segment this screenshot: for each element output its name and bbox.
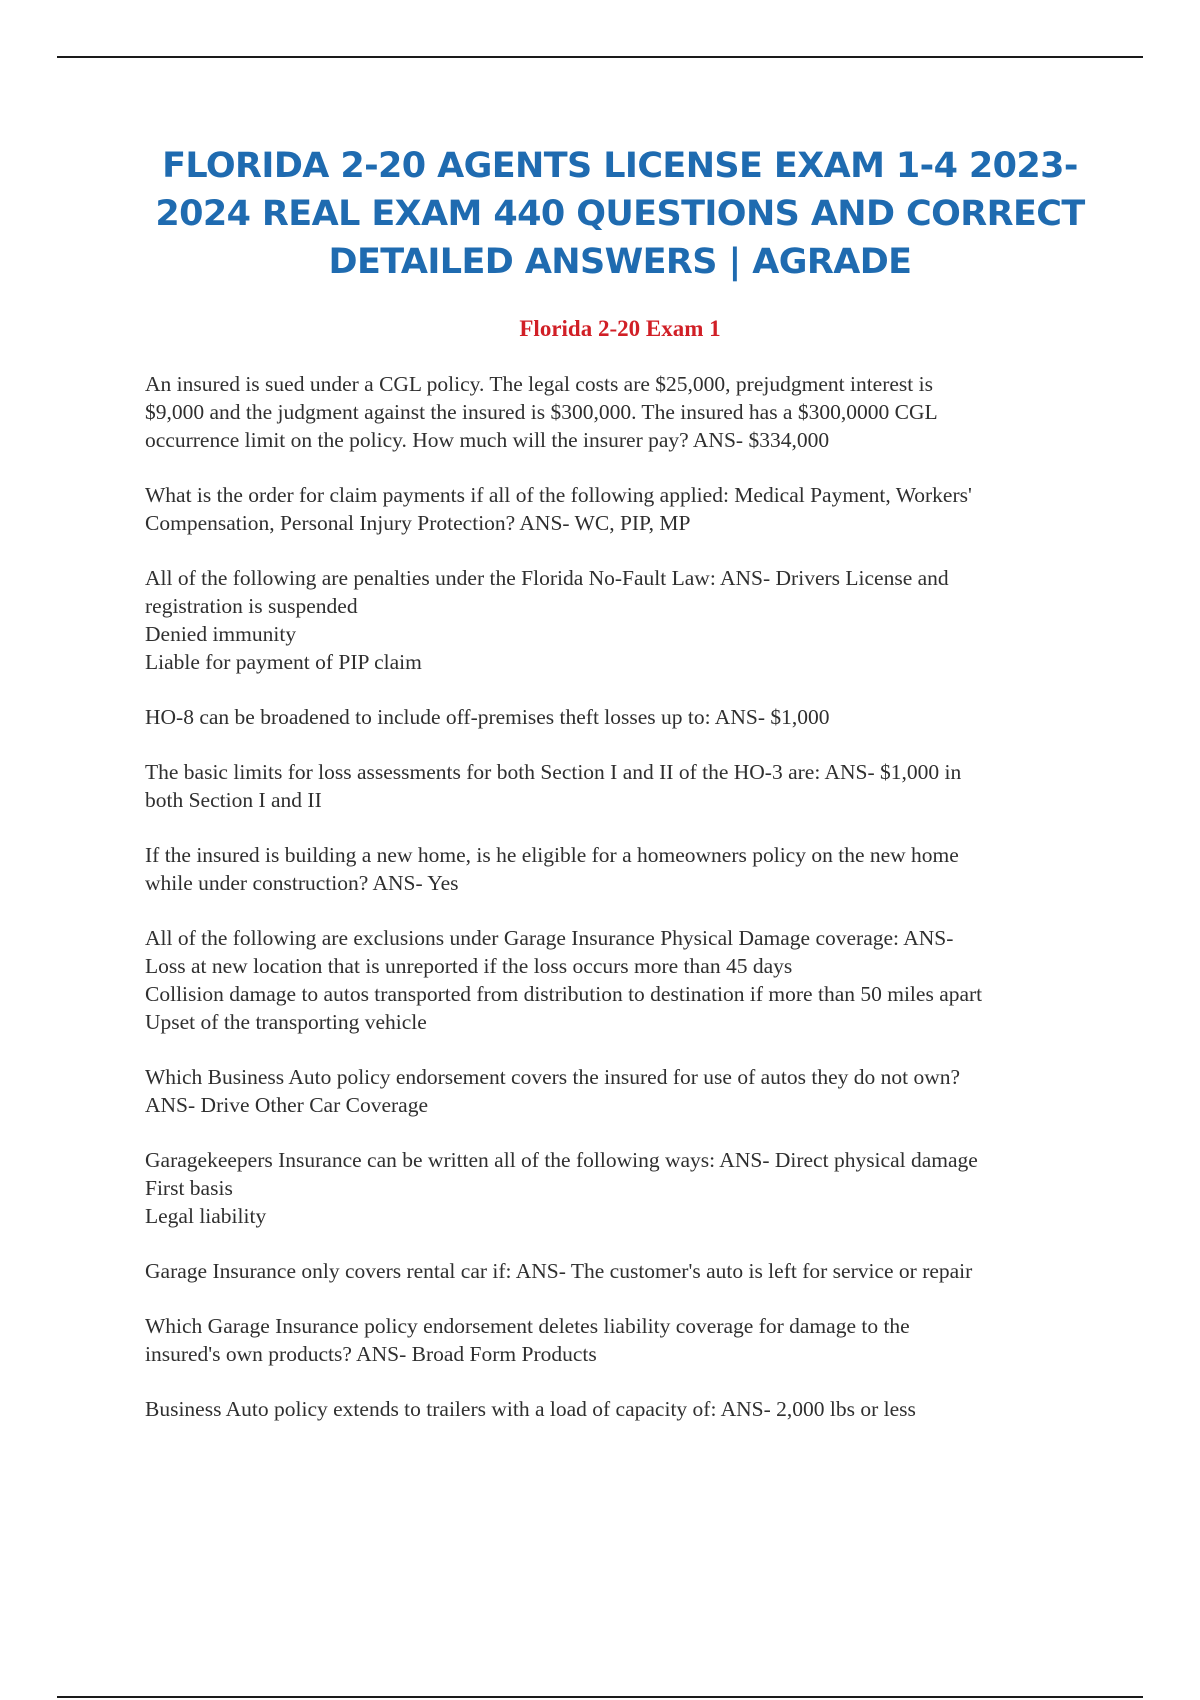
qa-text-line: while under construction? ANS- Yes	[145, 871, 459, 895]
title-line: 2024 REAL EXAM 440 QUESTIONS AND CORRECT	[155, 194, 1085, 234]
qa-text-line: Garagekeepers Insurance can be written all of the following ways: ANS- Direct physical damage	[145, 1148, 978, 1172]
top-rule	[57, 56, 1143, 58]
qa-item	[145, 758, 1095, 814]
qa-item	[145, 481, 1095, 537]
qa-item	[145, 1257, 1095, 1285]
qa-text-line: insured's own products? ANS- Broad Form Products	[145, 1342, 597, 1366]
qa-text-line: $9,000 and the judgment against the insured is $300,000. The insured has a $300,0000 CGL	[145, 400, 938, 424]
qa-item	[145, 841, 1095, 897]
qa-text-line: All of the following are exclusions under Garage Insurance Physical Damage coverage: ANS-	[145, 926, 954, 950]
qa-text-line: HO-8 can be broadened to include off-premises theft losses up to: ANS- $1,000	[145, 705, 830, 729]
document-title	[140, 142, 1100, 286]
qa-item	[145, 370, 1095, 454]
qa-text-line: Which Business Auto policy endorsement covers the insured for use of autos they do not own?	[145, 1065, 961, 1089]
qa-text-line: Upset of the transporting vehicle	[145, 1010, 427, 1034]
qa-text-line: Garage Insurance only covers rental car if: ANS- The customer's auto is left for service or repair	[145, 1259, 973, 1283]
qa-text-line: occurrence limit on the policy. How much will the insurer pay? ANS- $334,000	[145, 428, 830, 452]
qa-item	[145, 703, 1095, 731]
qa-text-line: Legal liability	[145, 1204, 267, 1228]
qa-text-line: An insured is sued under a CGL policy. The legal costs are $25,000, prejudgment interest is	[145, 372, 933, 396]
qa-text-line: First basis	[145, 1176, 233, 1200]
qa-item	[145, 924, 1095, 1036]
section-heading: Florida 2-20 Exam 1	[519, 316, 721, 341]
qa-text-line: Denied immunity	[145, 622, 297, 646]
qa-item	[145, 1146, 1095, 1230]
qa-text-line: Loss at new location that is unreported if the loss occurs more than 45 days	[145, 954, 793, 978]
bottom-rule	[57, 1696, 1143, 1698]
qa-text-line: Collision damage to autos transported from distribution to destination if more than 50 miles apart	[145, 982, 983, 1006]
qa-text-line: If the insured is building a new home, is he eligible for a homeowners policy on the new home	[145, 843, 959, 867]
qa-text-line: Which Garage Insurance policy endorsement deletes liability coverage for damage to the	[145, 1314, 910, 1338]
qa-text-line: What is the order for claim payments if all of the following applied: Medical Payment, Workers'	[145, 483, 972, 507]
title-line: DETAILED ANSWERS | AGRADE	[328, 242, 912, 282]
qa-text-line: Liable for payment of PIP claim	[145, 650, 422, 674]
qa-item	[145, 1395, 1095, 1423]
question-answer-list	[145, 370, 1095, 1450]
qa-text-line: Business Auto policy extends to trailers with a load of capacity of: ANS- 2,000 lbs or less	[145, 1397, 916, 1421]
qa-text-line: ANS- Drive Other Car Coverage	[145, 1093, 428, 1117]
qa-text-line: Compensation, Personal Injury Protection? ANS- WC, PIP, MP	[145, 511, 691, 535]
qa-text-line: registration is suspended	[145, 594, 358, 618]
qa-text-line: both Section I and II	[145, 788, 322, 812]
qa-text-line: All of the following are penalties under the Florida No-Fault Law: ANS- Drivers License and	[145, 566, 949, 590]
qa-item	[145, 564, 1095, 676]
title-line: FLORIDA 2-20 AGENTS LICENSE EXAM 1-4 2023-	[162, 146, 1078, 186]
qa-item	[145, 1063, 1095, 1119]
qa-text-line: The basic limits for loss assessments for both Section I and II of the HO-3 are: ANS- $1,000 in	[145, 760, 962, 784]
qa-item	[145, 1312, 1095, 1368]
